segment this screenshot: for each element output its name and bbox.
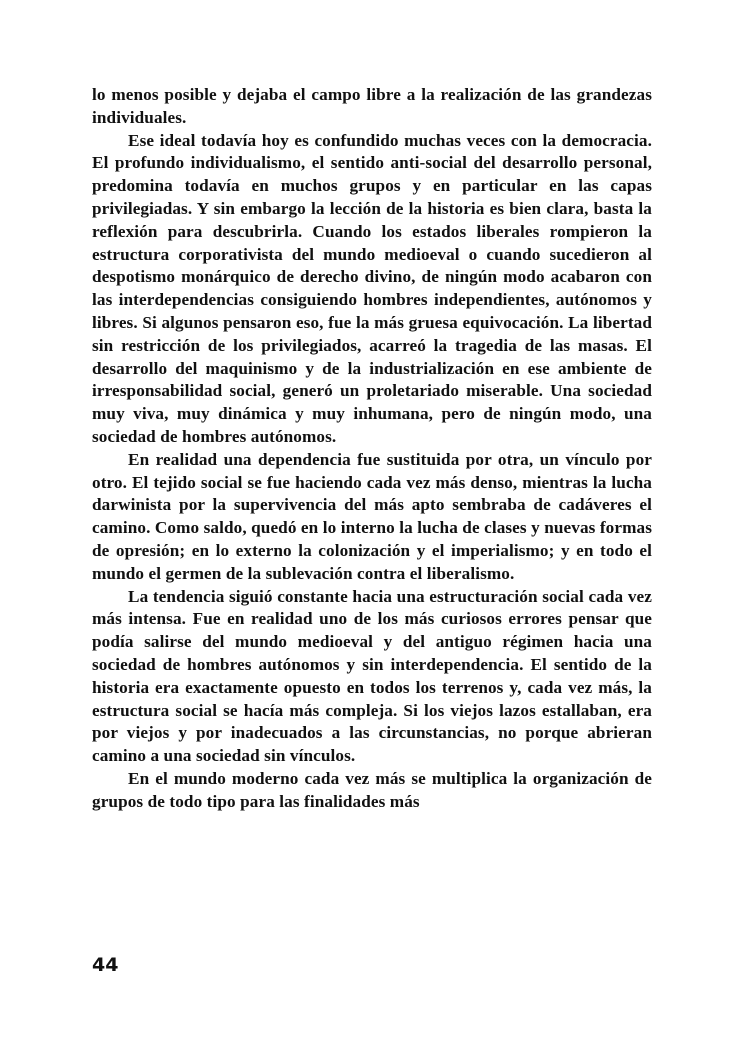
paragraph-modern-world: En el mundo moderno cada vez más se multiplica la organización de grupos de todo tipo para las finalidades más xyxy=(92,768,652,811)
paragraph-tendency: La tendencia siguió constante hacia una estructuración social cada vez más intensa. Fue en realidad uno de los más curiosos errores pensar que podía salirse del mundo medioeval y del antiguo régimen hacia una sociedad de hombres autónomos y sin interdependencia. El sentido de la historia era exactamente opuesto en todos los terrenos y, cada vez más, la estructura social se hacía más compleja. Si los viejos lazos estallaban, era por viejos y por inadecuados a las circunstancias, no porque abrieran camino a una sociedad sin vínculos. xyxy=(92,586,652,766)
paragraph-continuation: lo menos posible y dejaba el campo libre a la realización de las grandezas individuales. xyxy=(92,85,652,127)
page-number: 44 xyxy=(92,954,119,976)
body-text xyxy=(92,84,652,814)
paragraph-democracy: Ese ideal todavía hoy es confundido muchas veces con la democracia. El profundo individualismo, el sentido anti-social del desarrollo personal, predomina todavía en muchos grupos y en particular en las capas privilegiadas. Y sin embargo la lección de la historia es bien clara, basta la reflexión para descubrirla. Cuando los estados liberales rompieron la estructura corporativista del mundo medioeval o cuando sucedieron al despotismo monárquico de derecho divino, de ningún modo acabaron con las interdependencias consiguiendo hombres independientes, autónomos y libres. Si algunos pensaron eso, fue la más gruesa equivocación. La libertad sin restricción de los privilegiados, acarreó la tragedia de las masas. El desarrollo del maquinismo y de la industrialización en ese ambiente de irresponsabilidad social, generó un proletariado miserable. Una sociedad muy viva, muy dinámica y muy inhumana, pero de ningún modo, una sociedad de hombres autónomos. xyxy=(92,130,652,446)
book-page xyxy=(92,84,652,814)
paragraph-dependency: En realidad una dependencia fue sustituida por otra, un vínculo por otro. El tejido social se fue haciendo cada vez más denso, mientras la lucha darwinista por la supervivencia del más apto sembraba de cadáveres el camino. Como saldo, quedó en lo interno la lucha de clases y nuevas formas de opresión; en lo externo la colonización y el imperialismo; y en todo el mundo el germen de la sublevación contra el liberalismo. xyxy=(92,449,652,583)
